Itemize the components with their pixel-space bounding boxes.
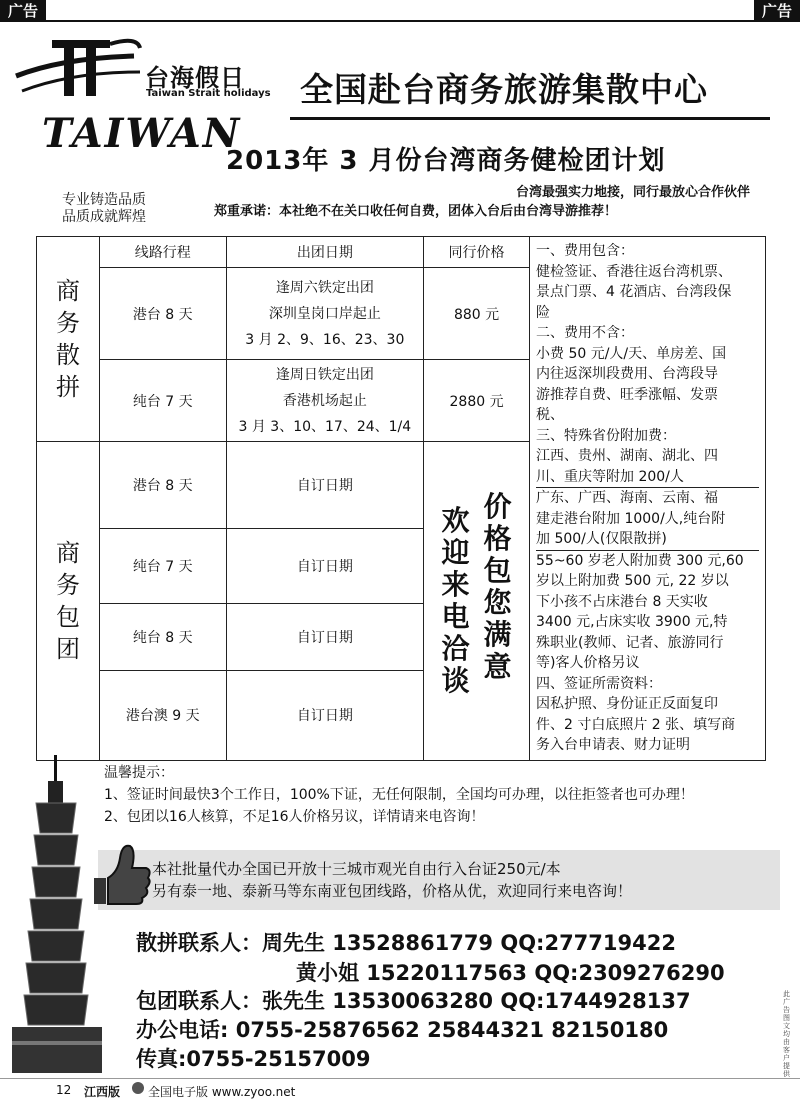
contact-line-4: 办公电话: 0755-25876562 25844321 82150180 xyxy=(136,1018,669,1042)
itinerary-table xyxy=(36,236,766,761)
contact-line-5: 传真:0755-25157009 xyxy=(136,1047,371,1071)
group-label-scattered: 商务散拼 xyxy=(37,237,100,442)
contact-line-2: 黄小姐 15220117563 QQ:2309276290 xyxy=(296,961,725,985)
banner-line-2: 另有泰一地、泰新马等东南亚包团线路，价格从优，欢迎同行来电咨询！ xyxy=(152,882,633,900)
slogan-2: 品质成就辉煌 xyxy=(62,209,146,225)
top-rule xyxy=(0,20,800,22)
side-note: 此广告图文均由客户提供 xyxy=(783,990,790,1078)
slogans xyxy=(62,192,146,226)
ad-tag-left: 广告 xyxy=(0,0,46,22)
tagline-2: 郑重承诺：本社绝不在关口收任何自费，团体入台后由台湾导游推荐！ xyxy=(214,204,618,219)
headline-rule xyxy=(290,117,770,120)
tips-block xyxy=(104,762,694,828)
brand-logo-icon xyxy=(12,36,142,102)
page-number: 12 xyxy=(56,1083,72,1097)
table-row: 纯台 8 天 自订日期 xyxy=(37,603,766,670)
price-promise-text: 价格包您满意 xyxy=(483,489,512,683)
tagline-1: 台湾最强实力地接，同行最放心合作伙伴 xyxy=(515,185,750,200)
contact-line-1: 散拼联系人：周先生 13528861779 QQ:277719422 xyxy=(136,931,676,955)
tip-item: 2、包团以16人核算，不足16人价格另议，详情请来电咨询！ xyxy=(104,809,485,825)
subhead: 2013年 3 月份台湾商务健检团计划 xyxy=(226,146,666,176)
headline: 全国赴台商务旅游集散中心 xyxy=(300,70,708,109)
table-row: 纯台 7 天 自订日期 xyxy=(37,528,766,603)
welcome-cell xyxy=(424,442,530,761)
footer-rule xyxy=(0,1078,800,1079)
contact-line-3: 包团联系人：张先生 13530063280 QQ:1744928137 xyxy=(136,989,691,1013)
edition-logo-icon xyxy=(132,1082,144,1094)
table-row: 港台澳 9 天 自订日期 xyxy=(37,670,766,760)
table-row: 商务包团 港台 8 天 自订日期 欢迎来电洽谈 价格包您满意 xyxy=(37,442,766,529)
header-price: 同行价格 xyxy=(424,237,530,268)
taiwan-logo: TAIWAN xyxy=(42,110,242,157)
tips-title: 温馨提示： xyxy=(104,765,174,781)
brand-english: Taiwan Strait holidays xyxy=(146,88,271,99)
thumbs-up-icon xyxy=(84,838,152,908)
banner-text xyxy=(152,858,632,902)
edition-label: 江西版 xyxy=(84,1085,121,1099)
site-link[interactable]: 全国电子版 www.zyoo.net xyxy=(148,1085,296,1099)
table-row: 纯台 7 天 逢周日铁定出团 香港机场起止 3 月 3、10、17、24、1/4 2880 元 xyxy=(37,360,766,442)
header-date: 出团日期 xyxy=(226,237,424,268)
fees-panel: 一、费用包含： 健检签证、香港往返台湾机票、 景点门票、4 花酒店、台湾段保 险 二、费用不含： 小费 50 元/人/天、单房差、国 内往返深圳段费用、台湾段导 游推荐自费、旺季涨幅、发票 税、 三、特殊省份附加费： 江西、贵州、湖南、湖北、四 川、重庆等附加 200/人 广东、广西、海南、云南、福 建走港台附加 1000/人,纯台附 加 500/人(仅限散拼) 55~60 岁老人附加费 300 元,60 岁以上附加费 500 元, 22 岁以 下小孩不占床港台 8 天实收 3400 元,占床实收 3900 元,特 殊职业(教师、记者、旅游同行 等)客人价格另议 四、签证所需资料： 因私护照、身份证正反面复印 件、2 寸白底照片 2 张、填写商 务入台申请表、财力证明 xyxy=(530,237,766,761)
header-route: 线路行程 xyxy=(99,237,226,268)
slogan-1: 专业铸造品质 xyxy=(62,192,146,208)
ad-tag-right: 广告 xyxy=(754,0,800,22)
banner-line-1: 本社批量代办全国已开放十三城市观光自由行入台证250元/本 xyxy=(152,860,561,878)
taipei-101-tower-icon xyxy=(8,755,104,1075)
tip-item: 1、签证时间最快3个工作日，100%下证，无任何限制，全国均可办理，以往拒签者也可办理！ xyxy=(104,787,694,803)
brand-name: 台海假日 xyxy=(145,64,245,92)
table-row: 港台 8 天 逢周六铁定出团 深圳皇岗口岸起止 3 月 2、9、16、23、30 880 元 xyxy=(37,268,766,360)
welcome-text: 欢迎来电洽谈 xyxy=(441,503,470,697)
group-label-private: 商务包团 xyxy=(37,442,100,761)
